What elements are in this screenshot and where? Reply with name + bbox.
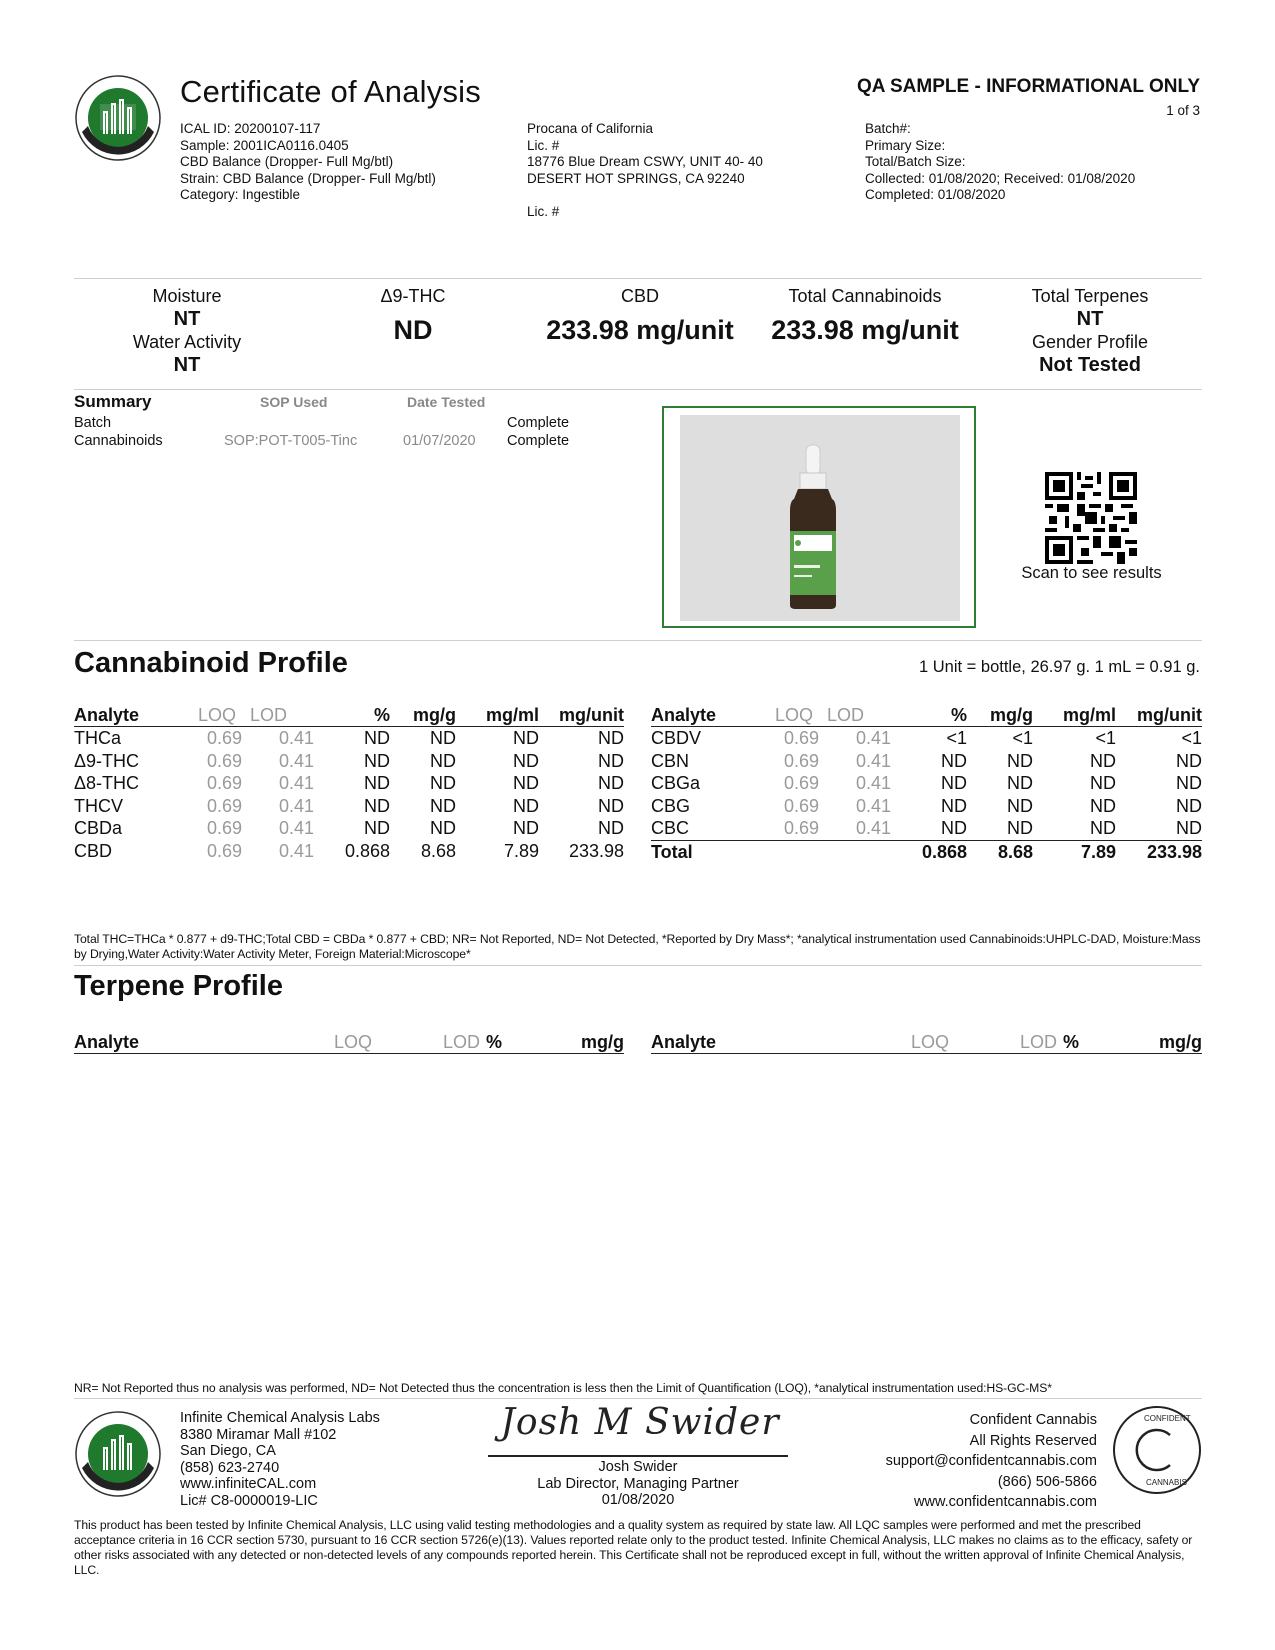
cell-loq: 0.69 — [206, 840, 242, 861]
water-activity-label: Water Activity — [132, 332, 242, 352]
cell-analyte: Δ8-THC — [74, 773, 140, 794]
table-row — [651, 727, 1202, 750]
batch-size: Total/Batch Size: — [865, 154, 966, 169]
lab-logo — [74, 74, 162, 162]
col-mg-unit: mg/unit — [1116, 704, 1202, 727]
col-percent: % — [314, 704, 390, 727]
col-lod: LOD — [242, 704, 314, 727]
metric-cbd — [520, 285, 760, 346]
cell-percent: ND — [364, 750, 390, 771]
table-header-row — [74, 704, 624, 727]
total-terpenes-label: Total Terpenes — [1031, 286, 1149, 306]
cell-lod: 0.41 — [855, 773, 891, 794]
cell-lod — [819, 840, 891, 863]
cell-mg-unit: ND — [598, 795, 624, 816]
cell-loq: 0.69 — [206, 728, 242, 749]
moisture-value: NT — [173, 308, 201, 330]
col-mg-g: mg/g — [390, 704, 456, 727]
client-name: Procana of California — [527, 121, 654, 136]
cell-mg-ml: ND — [513, 795, 539, 816]
cannabinoid-profile-title: Cannabinoid Profile — [74, 647, 348, 679]
cannabinoid-table-right — [651, 704, 1202, 863]
cell-lod: 0.41 — [278, 818, 314, 839]
product-name: CBD Balance (Dropper- Full Mg/btl) — [180, 154, 394, 169]
cell-loq: 0.69 — [783, 773, 819, 794]
footer-note: NR= Not Reported thus no analysis was performed, ND= Not Detected thus the concentration is less then the Limit of Quantification (LOQ), *analytical instrumentation used:HS-GC-MS* — [74, 1381, 1052, 1395]
sign-date: 01/08/2020 — [601, 1492, 675, 1508]
col-mg-ml: mg/ml — [456, 704, 539, 727]
client-license: Lic. # — [527, 137, 560, 153]
col-mg-unit: mg/unit — [539, 704, 624, 727]
summary-status: Complete — [507, 415, 570, 431]
batch-number: Batch#: — [865, 121, 911, 136]
ical-id: ICAL ID: 20200107-117 — [180, 121, 321, 136]
table-row — [74, 817, 624, 840]
water-activity-value: NT — [173, 354, 201, 376]
cell-mg-unit: 233.98 — [1116, 840, 1202, 863]
cell-mg-unit: ND — [1176, 773, 1202, 794]
left-rows — [74, 727, 624, 863]
col-lod: LOD — [949, 1031, 1057, 1054]
cell-loq: 0.69 — [206, 773, 242, 794]
col-mg-g: mg/g — [540, 1031, 624, 1054]
divider — [74, 1398, 1202, 1399]
cell-mg-unit: <1 — [1181, 728, 1202, 749]
cell-mg-ml: <1 — [1095, 728, 1116, 749]
total-row — [651, 840, 1202, 863]
metric-total-cannabinoids — [745, 285, 985, 346]
table-row — [74, 840, 624, 863]
gender-profile-label: Gender Profile — [1031, 332, 1149, 352]
cell-mg-ml: ND — [1090, 773, 1116, 794]
right-rows — [651, 727, 1202, 864]
cell-analyte: CBD — [74, 840, 113, 861]
unit-note: 1 Unit = bottle, 26.97 g. 1 mL = 0.91 g. — [919, 658, 1200, 676]
cell-lod: 0.41 — [278, 773, 314, 794]
cell-mg-ml: ND — [513, 728, 539, 749]
cell-lod: 0.41 — [855, 750, 891, 771]
summary-row-name: Batch — [74, 415, 112, 431]
thc-value: ND — [393, 315, 433, 345]
cell-mg-ml: ND — [513, 773, 539, 794]
date-tested-header: Date Tested — [407, 394, 486, 410]
cell-analyte: CBGa — [651, 773, 701, 794]
product-photo — [662, 406, 976, 628]
cell-total-label: Total — [651, 840, 761, 863]
cell-lod: 0.41 — [278, 840, 314, 861]
page-number: 1 of 3 — [1166, 103, 1200, 118]
summary-date: 01/07/2020 — [403, 433, 476, 449]
cell-percent: ND — [364, 773, 390, 794]
sample-info — [180, 121, 436, 204]
lab-address: 8380 Miramar Mall #102 — [180, 1426, 337, 1443]
lab-phone: (858) 623-2740 — [180, 1459, 280, 1476]
table-row — [651, 817, 1202, 840]
cell-percent: ND — [941, 750, 967, 771]
table-row — [651, 772, 1202, 795]
lab-contact — [180, 1410, 380, 1509]
lab-name: Infinite Chemical Analysis Labs — [180, 1410, 380, 1426]
collected-received: Collected: 01/08/2020; Received: 01/08/2020 — [865, 170, 1136, 186]
cell-lod: 0.41 — [855, 795, 891, 816]
page-title: Certificate of Analysis — [180, 74, 481, 109]
col-percent: % — [480, 1031, 540, 1054]
terpene-table-left — [74, 1031, 624, 1054]
sample-id: Sample: 2001ICA0116.0405 — [180, 137, 349, 153]
cell-percent: ND — [941, 795, 967, 816]
col-analyte: Analyte — [651, 1031, 831, 1054]
lab-license: Lic# C8-0000019-LIC — [180, 1492, 318, 1509]
summary-sop: SOP:POT-T005-Tinc — [224, 433, 358, 449]
client-address: 18776 Blue Dream CSWY, UNIT 40- 40 — [527, 154, 763, 169]
table-row — [651, 795, 1202, 818]
cc-name: Confident Cannabis — [969, 1412, 1097, 1428]
cell-mg-unit: ND — [598, 750, 624, 771]
sop-used-header: SOP Used — [260, 394, 328, 410]
moisture-label: Moisture — [152, 286, 222, 306]
divider — [74, 965, 1202, 966]
cell-percent: ND — [364, 728, 390, 749]
divider — [74, 278, 1202, 279]
divider — [74, 640, 1202, 641]
cell-lod: 0.41 — [278, 795, 314, 816]
col-loq: LOQ — [184, 704, 242, 727]
cell-loq: 0.69 — [783, 750, 819, 771]
metric-total-terpenes — [1000, 285, 1180, 377]
cell-percent: 0.868 — [891, 840, 967, 863]
primary-size: Primary Size: — [865, 137, 946, 153]
cell-mg-unit: ND — [1176, 795, 1202, 816]
lab-website[interactable]: www.infiniteCAL.com — [180, 1476, 317, 1492]
table-row — [651, 750, 1202, 773]
confident-cannabis-logo — [1112, 1405, 1202, 1495]
signer-block — [488, 1459, 788, 1509]
photo-background — [680, 415, 960, 621]
signer-name: Josh Swider — [598, 1459, 678, 1475]
col-mg-g: mg/g — [967, 704, 1033, 727]
qr-caption: Scan to see results — [1021, 564, 1162, 582]
cell-mg-g: ND — [1007, 818, 1033, 839]
signature-line — [488, 1455, 788, 1457]
cell-analyte: CBDa — [74, 818, 123, 839]
confident-cannabis-contact — [886, 1410, 1097, 1513]
cell-loq: 0.69 — [206, 795, 242, 816]
col-analyte: Analyte — [651, 704, 761, 727]
cell-percent: ND — [364, 818, 390, 839]
divider — [74, 389, 1202, 390]
cell-percent: ND — [941, 818, 967, 839]
col-percent: % — [891, 704, 967, 727]
cell-loq: 0.69 — [783, 728, 819, 749]
cell-mg-ml: 7.89 — [1033, 840, 1116, 863]
terpene-table-right — [651, 1031, 1202, 1054]
gender-profile-value: Not Tested — [1039, 354, 1141, 376]
svg-text:CANNABIS: CANNABIS — [1146, 1478, 1187, 1487]
signer-title: Lab Director, Managing Partner — [537, 1475, 739, 1492]
cell-mg-g: ND — [430, 773, 456, 794]
metric-d9-thc — [323, 285, 503, 346]
table-header-row — [651, 704, 1202, 727]
cbd-value: 233.98 mg/unit — [546, 315, 734, 345]
cell-percent: 0.868 — [344, 840, 390, 861]
cell-percent: <1 — [946, 728, 967, 749]
cell-analyte: THCV — [74, 795, 123, 816]
batch-info — [865, 121, 1135, 204]
cannabinoid-table-left — [74, 704, 624, 862]
disclaimer: This product has been tested by Infinite Chemical Analysis, LLC using valid testing methodologies and a quality system as required by state law. All LQC samples were performed and met the prescribed acceptance criteria in 16 CCR section 5730, pursuant to 16 CCR section 5726(e)(13). Values reported relate only to the product tested. Infinite Chemical Analysis, LLC makes no claims as to the efficacy, safety or other risks associated with any detected or non-detected levels of any compounds reported herein. This Certificate shall not be reproduced except in full, without the written approval of Infinite Chemical Analysis, LLC. — [74, 1518, 1193, 1577]
cell-mg-unit: ND — [1176, 750, 1202, 771]
table-header-row — [74, 1031, 624, 1054]
cell-percent: ND — [364, 795, 390, 816]
cc-rights: All Rights Reserved — [969, 1432, 1097, 1449]
total-terpenes-value: NT — [1076, 308, 1104, 330]
col-percent: % — [1057, 1031, 1117, 1054]
signature: Josh M Swider — [500, 1402, 780, 1443]
table-row — [74, 727, 624, 750]
cell-mg-ml: 7.89 — [503, 840, 539, 861]
cell-analyte: CBN — [651, 750, 690, 771]
cell-mg-g: ND — [430, 795, 456, 816]
cell-analyte: CBG — [651, 795, 691, 816]
terpene-profile-title: Terpene Profile — [74, 970, 283, 1002]
col-lod: LOD — [372, 1031, 480, 1054]
cell-mg-g: ND — [430, 750, 456, 771]
cell-mg-unit: ND — [1176, 818, 1202, 839]
client-spacer — [527, 187, 763, 204]
cell-mg-g: ND — [1007, 773, 1033, 794]
col-lod: LOD — [819, 704, 891, 727]
cc-website[interactable]: www.confidentcannabis.com — [914, 1494, 1097, 1510]
cell-mg-ml: ND — [1090, 818, 1116, 839]
summary-status: Complete — [507, 433, 570, 449]
cell-loq: 0.69 — [206, 818, 242, 839]
cell-loq: 0.69 — [206, 750, 242, 771]
category: Category: Ingestible — [180, 187, 301, 202]
col-mg-g: mg/g — [1117, 1031, 1202, 1054]
cell-loq: 0.69 — [783, 818, 819, 839]
footer-lab-logo — [74, 1410, 162, 1498]
col-loq: LOQ — [761, 704, 819, 727]
client-license-2: Lic. # — [527, 203, 560, 219]
col-mg-ml: mg/ml — [1033, 704, 1116, 727]
cell-mg-unit: ND — [598, 773, 624, 794]
lab-city: San Diego, CA — [180, 1443, 276, 1459]
cell-loq: 0.69 — [783, 795, 819, 816]
completed-date: Completed: 01/08/2020 — [865, 187, 1006, 202]
cell-mg-ml: ND — [1090, 795, 1116, 816]
col-loq: LOQ — [254, 1031, 372, 1054]
cell-lod: 0.41 — [278, 728, 314, 749]
cell-mg-ml: ND — [1090, 750, 1116, 771]
total-cannabinoids-label: Total Cannabinoids — [788, 286, 942, 306]
cell-lod: 0.41 — [855, 818, 891, 839]
table-row — [74, 795, 624, 818]
table-row — [74, 750, 624, 773]
cell-mg-unit: 233.98 — [568, 840, 624, 861]
summary-row-batch — [74, 415, 111, 431]
summary-title: Summary — [74, 392, 152, 411]
cell-mg-g: 8.68 — [420, 840, 456, 861]
cell-analyte: CBC — [651, 818, 690, 839]
cell-analyte: Δ9-THC — [74, 750, 140, 771]
table-row — [74, 772, 624, 795]
thc-label: Δ9-THC — [380, 286, 446, 306]
cannabinoid-footnote: Total THC=THCa * 0.877 + d9-THC;Total CBD = CBDa * 0.877 + CBD; NR= Not Reported, ND= Not Detected, *Reported by Dry Mass*; *analytical instrumentation used Cannabinoids:UHPLC-DAD, Moisture:Mass by Drying,Water Activity:Water Activity Meter, Foreign Material:Microscope* — [74, 932, 1201, 961]
strain: Strain: CBD Balance (Dropper- Full Mg/btl) — [180, 170, 436, 186]
col-analyte: Analyte — [74, 1031, 254, 1054]
cell-analyte: CBDV — [651, 728, 702, 749]
cell-mg-unit: ND — [598, 728, 624, 749]
total-cannabinoids-value: 233.98 mg/unit — [771, 315, 959, 345]
summary-row-name: Cannabinoids — [74, 433, 163, 449]
client-info — [527, 121, 763, 220]
cell-loq — [761, 840, 819, 863]
cell-percent: ND — [941, 773, 967, 794]
cc-email[interactable]: support@confidentcannabis.com — [885, 1453, 1097, 1469]
cell-mg-ml: ND — [513, 750, 539, 771]
cell-mg-g: ND — [430, 728, 456, 749]
qr-code[interactable] — [1045, 472, 1137, 564]
cell-mg-g: 8.68 — [967, 840, 1033, 863]
qa-sample-label: QA SAMPLE - INFORMATIONAL ONLY — [856, 76, 1200, 97]
cell-analyte: THCa — [74, 728, 122, 749]
svg-text:CONFIDENT: CONFIDENT — [1144, 1414, 1191, 1423]
cell-mg-g: <1 — [1012, 728, 1033, 749]
cell-lod: 0.41 — [855, 728, 891, 749]
cell-mg-g: ND — [430, 818, 456, 839]
cell-mg-g: ND — [1007, 795, 1033, 816]
client-city: DESERT HOT SPRINGS, CA 92240 — [527, 170, 745, 186]
cbd-label: CBD — [620, 286, 659, 306]
metric-moisture — [97, 285, 277, 377]
cell-mg-g: ND — [1007, 750, 1033, 771]
col-analyte: Analyte — [74, 704, 184, 727]
col-loq: LOQ — [831, 1031, 949, 1054]
cell-mg-unit: ND — [598, 818, 624, 839]
cell-lod: 0.41 — [278, 750, 314, 771]
cc-phone: (866) 506-5866 — [997, 1473, 1097, 1490]
table-header-row — [651, 1031, 1202, 1054]
cell-mg-ml: ND — [513, 818, 539, 839]
